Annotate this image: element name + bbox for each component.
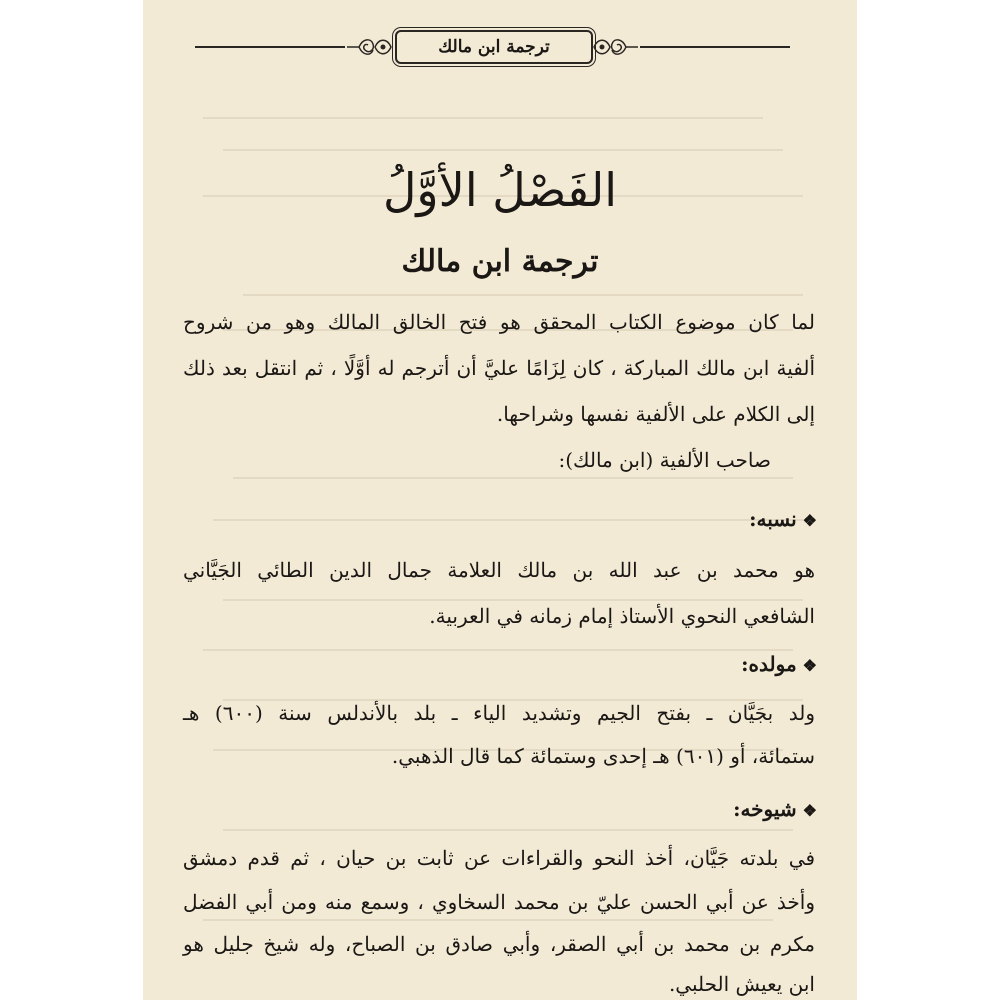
nasab-line-1: هو محمد بن عبد الله بن مالك العلامة جمال الدين الطائي الجَيَّاني xyxy=(183,558,815,582)
shuyukh-line-4: ابن يعيش الحلبي. xyxy=(668,972,815,996)
book-page xyxy=(143,0,857,1000)
intro-line-1: لما كان موضوع الكتاب المحقق هو فتح الخالق المالك وهو من شروح xyxy=(183,310,815,334)
bullet-icon: ❖ xyxy=(802,801,817,820)
mawlid-line-1: ولد بجَيَّان ـ بفتح الجيم وتشديد الياء ـ بلد بالأندلس سنة (٦٠٠) هـ xyxy=(183,701,815,725)
running-head xyxy=(195,30,790,64)
intro-line-3: إلى الكلام على الألفية نفسها وشراحها. xyxy=(496,402,815,426)
chapter-title: الفَصْلُ الأوَّلُ xyxy=(382,163,618,217)
shuyukh-line-2: وأخذ عن أبي الحسن عليّ بن محمد السخاوي ، وسمع منه ومن أبي الفضل xyxy=(183,890,815,914)
heading-shuyukh-label: شيوخه: xyxy=(733,797,797,821)
section-title: ترجمة ابن مالك xyxy=(401,244,599,279)
nasab-line-2: الشافعي النحوي الأستاذ إمام زمانه في العربية. xyxy=(429,604,815,628)
bullet-icon: ❖ xyxy=(802,656,817,675)
running-head-title: ترجمة ابن مالك xyxy=(395,30,593,64)
shuyukh-line-3: مكرم بن محمد بن أبي الصقر، وأبي صادق بن الصباح، وله شيخ جليل هو xyxy=(183,932,815,956)
ornament-left-icon xyxy=(345,32,395,62)
heading-shuyukh xyxy=(733,795,817,825)
mawlid-line-2: ستمائة، أو (٦٠١) هـ إحدى وستمائة كما قال الذهبي. xyxy=(391,744,815,768)
heading-mawlid-label: مولده: xyxy=(741,652,797,676)
heading-nasab-label: نسبه: xyxy=(749,507,797,531)
shuyukh-line-1: في بلدته جَيَّان، أخذ النحو والقراءات عن ثابت بن حيان ، ثم قدم دمشق xyxy=(183,846,816,870)
author-line: صاحب الألفية (ابن مالك): xyxy=(558,448,771,472)
ornament-right-icon xyxy=(590,32,640,62)
bullet-icon: ❖ xyxy=(802,511,817,530)
heading-nasab xyxy=(749,505,817,535)
intro-line-2: ألفية ابن مالك المباركة ، كان لِزَامًا عليَّ أن أترجم له أوَّلًا ، ثم انتقل بعد ذلك xyxy=(183,356,815,380)
running-head-rule-left xyxy=(195,46,345,48)
heading-mawlid xyxy=(741,650,817,680)
running-head-rule-right xyxy=(640,46,790,48)
